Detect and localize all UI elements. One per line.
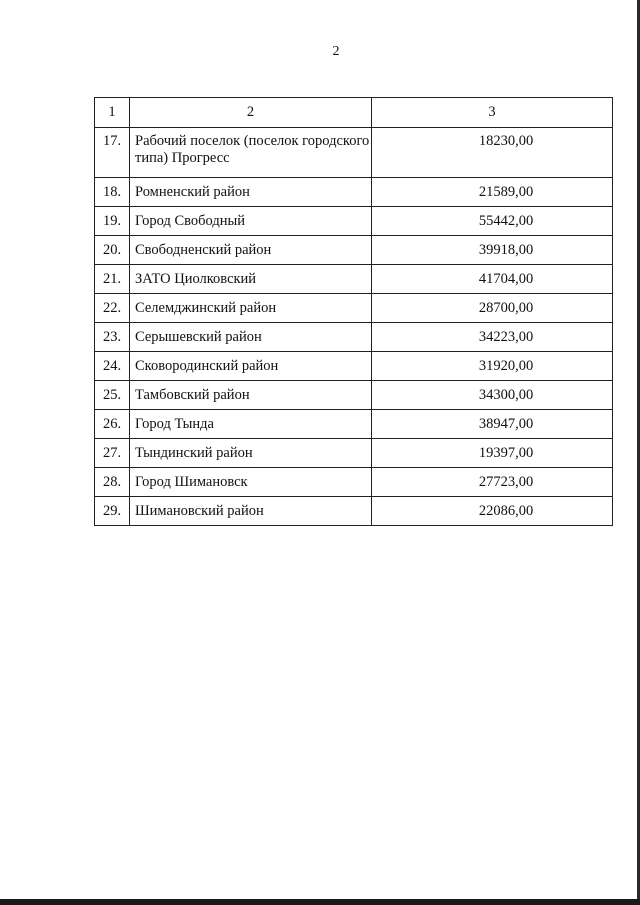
- municipality-name: Рабочий поселок (поселок городского типа) Прогресс: [130, 128, 372, 178]
- municipality-name: Город Шимановск: [130, 468, 372, 497]
- table-row: [95, 439, 613, 468]
- municipality-name: Ромненский район: [130, 178, 372, 207]
- amount-value: 55442,00: [372, 207, 613, 236]
- amount-value: 28700,00: [372, 294, 613, 323]
- row-number: 28.: [95, 468, 130, 497]
- table-row: [95, 468, 613, 497]
- amount-value: 34223,00: [372, 323, 613, 352]
- row-number: 22.: [95, 294, 130, 323]
- row-number: 17.: [95, 128, 130, 178]
- amount-value: 41704,00: [372, 265, 613, 294]
- amount-value: 19397,00: [372, 439, 613, 468]
- table-row: [95, 207, 613, 236]
- column-header-1: 1: [95, 98, 130, 128]
- municipality-name: Свободненский район: [130, 236, 372, 265]
- row-number: 18.: [95, 178, 130, 207]
- municipality-name: Серышевский район: [130, 323, 372, 352]
- table-row: [95, 497, 613, 526]
- amount-value: 21589,00: [372, 178, 613, 207]
- municipality-name: Город Свободный: [130, 207, 372, 236]
- amount-value: 18230,00: [372, 128, 613, 178]
- row-number: 25.: [95, 381, 130, 410]
- row-number: 23.: [95, 323, 130, 352]
- table-row: [95, 352, 613, 381]
- table-row: [95, 381, 613, 410]
- table-row: [95, 128, 613, 178]
- table-row: [95, 178, 613, 207]
- row-number: 24.: [95, 352, 130, 381]
- column-header-3: 3: [372, 98, 613, 128]
- table-row: [95, 265, 613, 294]
- amount-value: 38947,00: [372, 410, 613, 439]
- amount-value: 34300,00: [372, 381, 613, 410]
- amount-value: 22086,00: [372, 497, 613, 526]
- row-number: 29.: [95, 497, 130, 526]
- municipality-name: Город Тында: [130, 410, 372, 439]
- municipality-name: Тындинский район: [130, 439, 372, 468]
- amount-value: 31920,00: [372, 352, 613, 381]
- table-row: [95, 236, 613, 265]
- column-header-2: 2: [130, 98, 372, 128]
- municipality-name: Шимановский район: [130, 497, 372, 526]
- municipality-name: Тамбовский район: [130, 381, 372, 410]
- municipality-name: Селемджинский район: [130, 294, 372, 323]
- row-number: 20.: [95, 236, 130, 265]
- row-number: 21.: [95, 265, 130, 294]
- amount-value: 27723,00: [372, 468, 613, 497]
- municipality-name: ЗАТО Циолковский: [130, 265, 372, 294]
- municipality-name: Сковородинский район: [130, 352, 372, 381]
- amount-value: 39918,00: [372, 236, 613, 265]
- row-number: 27.: [95, 439, 130, 468]
- page-number: 2: [332, 44, 340, 59]
- table-row: [95, 294, 613, 323]
- row-number: 19.: [95, 207, 130, 236]
- table-header-row: [95, 98, 613, 128]
- scan-bottom-edge: [0, 899, 640, 905]
- allocation-table: [94, 97, 613, 526]
- row-number: 26.: [95, 410, 130, 439]
- table-row: [95, 323, 613, 352]
- table-row: [95, 410, 613, 439]
